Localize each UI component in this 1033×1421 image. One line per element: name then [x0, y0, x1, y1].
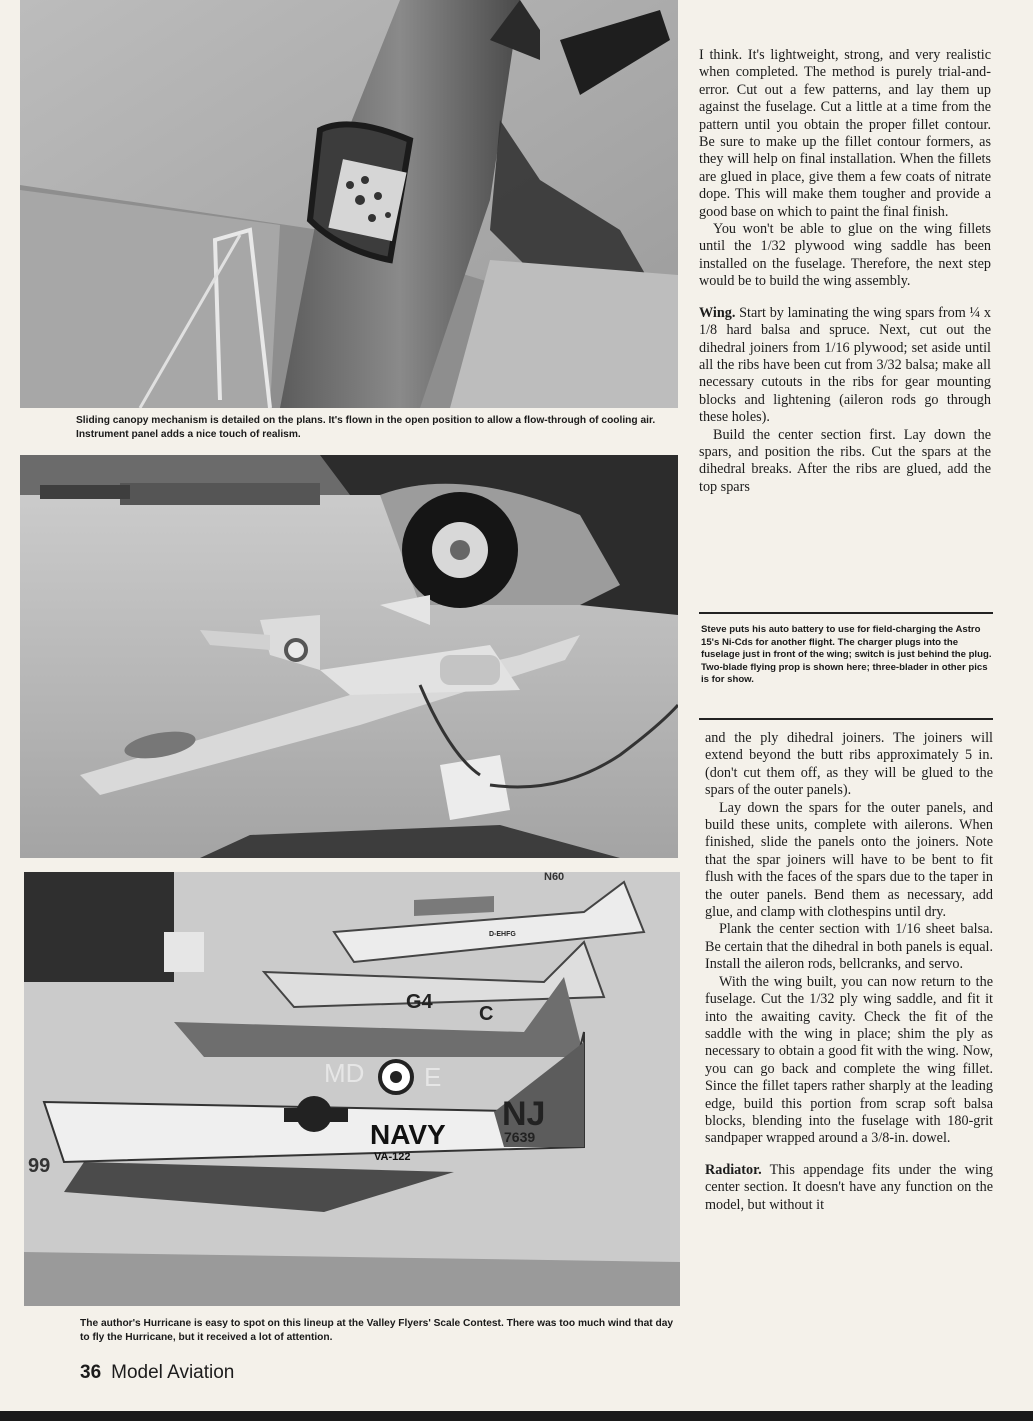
photo-field-charging	[20, 455, 678, 858]
article-paragraph: With the wing built, you can now return to the fuselage. Cut the 1/32 ply wing saddle, and fit it into the awaiting cavity. Check the fit of the saddle with the wing in place; shim the ply as necessary to obtain a good fit with the wing. Now, you can go back and complete the wing fillet. Since the fillet tapers rather sharply at the leading edge, build this portion from scrap soft balsa blocks, blending into the fuselage with 180-grit sandpaper wrapped around a 3/8-in. dowel.	[705, 973, 993, 1147]
article-paragraph: Lay down the spars for the outer panels, and build these units, complete with ailerons. When finished, slide the panels onto the joiners. Note that the spar joiners will have to be bent to fit flush with the faces of the spars due to the taper in the outer panels. Bend them as necessary, add glue, and clamp with clothespins until dry.	[705, 799, 993, 921]
article-paragraph: This appendage fits under the wing center section. It doesn't have any function on the model, but without it	[705, 1161, 993, 1213]
scan-edge	[0, 1411, 1033, 1421]
marking-g4: G4	[406, 991, 433, 1013]
article-paragraph: I think. It's lightweight, strong, and very realistic when completed. The method is purely trial-and-error. Cut out a few patterns, and lay them up against the fuselage. Cut a little at a time from the pattern until you obtain the proper fillet contour. Be sure to make up the fillet contour formers, as they will help on final installation. When the fillets are glued in place, give them a few coats of nitrate dope. This will make them tougher and provide a good base on which to paint the final finish.	[699, 47, 991, 220]
marking-c: C	[479, 1003, 494, 1025]
marking-d-ehfg: D-EHFG	[489, 931, 516, 938]
article-paragraph: Plank the center section with 1/16 sheet balsa. Be certain that the dihedral in both panels is equal. Install the aileron rods, bellcranks, and servo.	[705, 921, 993, 973]
caption-lineup: The author's Hurricane is easy to spot on this lineup at the Valley Flyers' Scale Contest. There was too much wind that day to fly the Hurricane, but it received a lot of attention.	[80, 1318, 674, 1343]
wing-heading: Wing.	[699, 304, 736, 321]
radiator-heading: Radiator.	[705, 1161, 762, 1178]
marking-navy: NAVY	[370, 1119, 446, 1150]
photo-canopy	[20, 0, 678, 408]
marking-e: E	[424, 1062, 442, 1092]
marking-99: 99	[28, 1155, 51, 1177]
section-wing	[699, 305, 991, 427]
caption-canopy: Sliding canopy mechanism is detailed on the plans. It's flown in the open position to allow a flow-through of cooling air. Instrument panel adds a nice touch of realism.	[76, 415, 656, 440]
lineup-photo-image	[24, 872, 680, 1306]
caption-rule-bottom	[699, 718, 993, 720]
marking-va-122: VA-122	[374, 1151, 411, 1163]
article-paragraph: You won't be able to glue on the wing fillets until the 1/32 plywood wing saddle has been installed on the fuselage. Therefore, the next step would be to build the wing assembly.	[699, 221, 991, 290]
caption-field-charging: Steve puts his auto battery to use for field-charging the Astro 15's Ni-Cds for another flight. The charger plugs into the fuselage just in front of the wing; switch is just behind the plug. Two-blade flying prop is shown here; three-blader in other pics is for show.	[701, 624, 992, 686]
article-paragraph: Start by laminating the wing spars from ¼ x 1/8 hard balsa and spruce. Next, cut out the dihedral joiners from 1/16 plywood; set aside until all the ribs have been cut from 3/32 balsa; make all necessary cutouts in the ribs for gear mounting blocks and lightening (aileron rods go through these holes).	[699, 304, 991, 426]
marking-md: MD	[324, 1058, 365, 1088]
article-column-top	[699, 47, 991, 496]
article-paragraph: Build the center section first. Lay down the spars, and position the ribs. Cut the spars at the dihedral breaks. After the ribs are glued, add the top spars	[699, 426, 991, 495]
magazine-name: Model Aviation	[111, 1362, 235, 1383]
photo-lineup	[24, 872, 680, 1306]
marking-nj: NJ	[502, 1095, 546, 1133]
canopy-photo-image	[20, 0, 678, 408]
marking-7639: 7639	[504, 1129, 536, 1145]
charging-photo-image	[20, 455, 678, 858]
marking-n60: N60	[544, 872, 565, 883]
page-number: 36	[80, 1362, 102, 1383]
article-paragraph: and the ply dihedral joiners. The joiners will extend beyond the butt ribs approximately 5 in. (don't cut them off, as they will be glued to the spars of the outer panels).	[705, 730, 993, 799]
article-column-bottom	[705, 730, 993, 1214]
caption-rule-top	[699, 612, 993, 614]
section-radiator	[705, 1162, 993, 1214]
page-folio	[80, 1362, 234, 1384]
